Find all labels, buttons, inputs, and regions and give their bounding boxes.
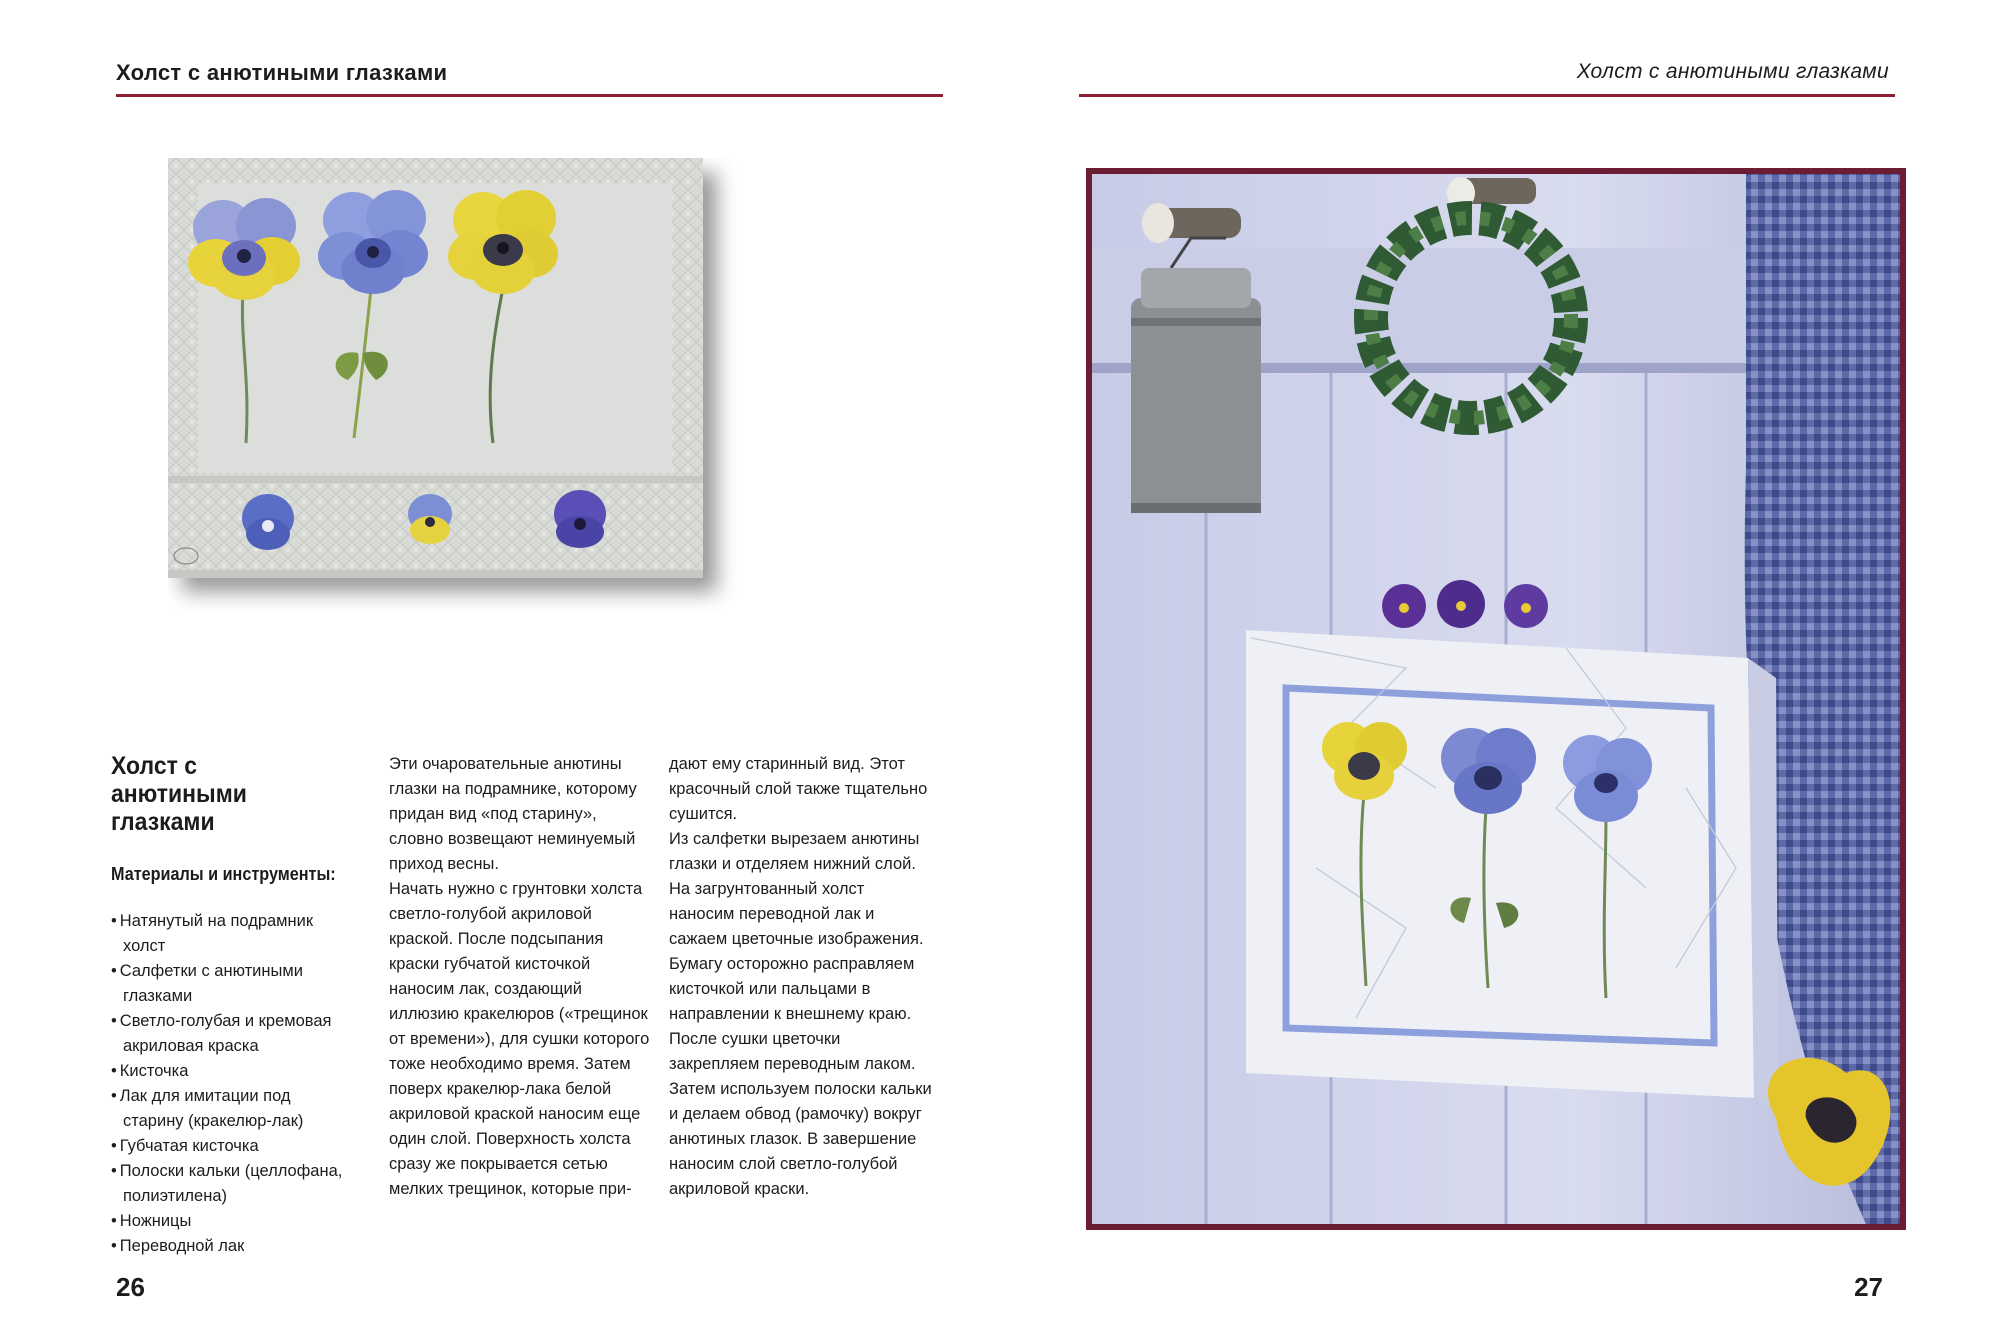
napkin-pansy-small-left [242, 494, 294, 550]
project-title: Холст с анютиными глазками [111, 752, 247, 836]
list-item: • Лак для имитации под старину (кракелюр-лак) [111, 1084, 351, 1134]
crackle-canvas [1246, 630, 1778, 1113]
paragraph: Эти очаровательные анютины глазки на подрамнике, которому придан вид «под старину», словно возвещают неминуемый приход весны. [389, 755, 637, 873]
right-page [1036, 28, 1913, 1313]
body-text-column-1 [389, 752, 654, 1202]
shelf-pansies [1382, 580, 1548, 628]
list-item: • Губчатая кисточка [111, 1134, 351, 1159]
project-info [111, 752, 351, 1259]
list-item: • Переводной лак [111, 1234, 351, 1259]
materials-heading: Материалы и инструменты: [111, 864, 336, 884]
left-page [96, 28, 993, 1313]
paragraph: Из салфетки вырезаем анютины глазки и отделяем нижний слой. На загрунтованный холст наносим переводной лак и сажаем цветочные изображения. Бумагу осторожно расправляем кисточкой или пальцами в направлении к внешнему краю. После сушки цветочки закрепляем переводным лаком. Затем используем полоски кальки и делаем обвод (рамочку) вокруг анютиных глазок. В завершение наносим слой светло-голубой акриловой краски. [669, 830, 932, 1198]
list-item: • Ножницы [111, 1209, 351, 1234]
header-rule [116, 94, 943, 97]
paragraph: дают ему старинный вид. Этот красочный слой также тщательно сушится. [669, 755, 928, 823]
materials-list [111, 909, 351, 1259]
hanging-milk-can [1131, 238, 1261, 513]
napkin-photo [168, 158, 788, 698]
project-photo [1086, 168, 1906, 1230]
napkin-illustration [168, 158, 788, 698]
project-photo-illustration [1086, 168, 1906, 1230]
body-text-column-2 [669, 752, 934, 1202]
list-item: • Натянутый на подрамник холст [111, 909, 351, 959]
page-number: 26 [116, 1272, 145, 1302]
list-item: • Кисточка [111, 1059, 351, 1084]
paragraph: Начать нужно с грунтовки холста светло-голубой акриловой краской. После подсыпания краски губчатой кисточкой наносим лак, создающий иллюзию кракелюров («трещинок от времени»), для сушки которого тоже необходимо время. Затем поверх кракелюр-лака белой акриловой краской наносим еще один слой. Поверхность холста сразу же покрывается сетью мелких трещинок, которые при- [389, 880, 650, 1198]
page-number: 27 [1854, 1272, 1883, 1302]
napkin-pansy-small-middle [408, 494, 452, 544]
running-head: Холст с анютиными глазками [116, 60, 448, 85]
list-item: • Полоски кальки (целлофана, полиэтилена) [111, 1159, 351, 1209]
list-item: • Салфетки с анютиными глазками [111, 959, 351, 1009]
napkin-pansy-small-right [554, 490, 606, 548]
list-item: • Светло-голубая и кремовая акриловая краска [111, 1009, 351, 1059]
header-rule [1079, 94, 1895, 97]
running-head: Холст с анютиными глазками [1576, 60, 1889, 83]
